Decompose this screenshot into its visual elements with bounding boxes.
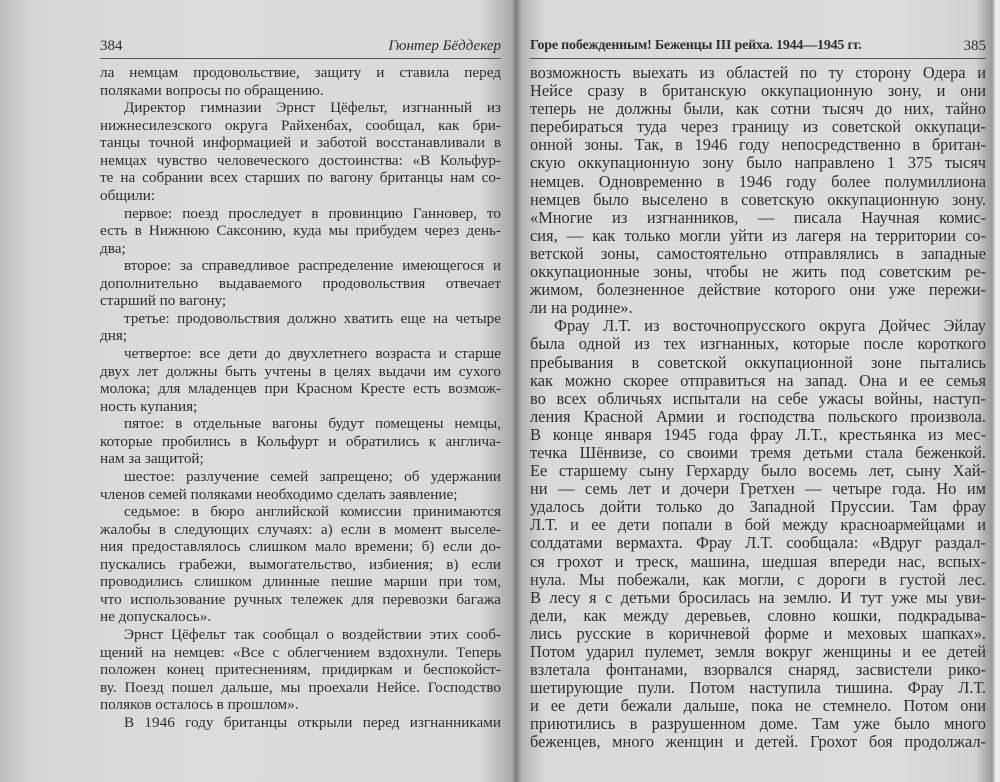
text-line: течка Шёнвизе, со своими тремя детьми стала беженкой. <box>530 442 986 462</box>
text-line: как можно скорее отправиться на запад. Она и ее семья <box>530 370 986 390</box>
text-line: была одной из тех изгнанных, которые после короткого <box>530 334 986 354</box>
text-line: немцев было выселено в советскую оккупационную зону. <box>530 189 986 209</box>
text-line: членов семей поляками необходимо сделать заявление; <box>100 485 458 503</box>
text-line: Фрау Л.Т. из восточнопрусского округа Дойчес Эйлау <box>554 316 986 336</box>
text-line: скую оккупационную зону было направлено 1 375 тысяч <box>530 153 986 173</box>
text-line: щений на немцев: «Все с облегчением вздохнули. Теперь <box>100 643 501 661</box>
text-line: проводились слишком длинные пешие марши при том, <box>100 573 501 591</box>
text-line: немцах чувство человеческого достоинства: «В Кольфур- <box>100 151 501 169</box>
text-line: ветской зоны, самостоятельно отправлялись в западные <box>530 243 986 263</box>
text-line: те на собрании всех старших по вагону британцы нам со- <box>100 169 501 187</box>
text-line: шестое: разлучение семей запрещено; об удержании <box>124 467 501 485</box>
text-line: поляков осталось в прошлом». <box>100 696 299 714</box>
text-line: ни — семь лет и дочери Гретхен — четыре года. Но им <box>530 479 986 499</box>
text-line: дели, как между деревьев, словно кошки, подкрадыва- <box>530 605 986 625</box>
text-line: два; <box>100 239 126 257</box>
text-line: Эрнст Цёфельт так сообщал о воздействии этих сооб- <box>124 626 501 643</box>
left-page-header <box>100 36 501 59</box>
text-line: сия, — как только могли уйти из лагеря на территории со- <box>530 225 986 245</box>
text-line: третье: продовольствия должно хватить еще на четыре <box>124 309 501 327</box>
text-line: теперь не должны были, как сотни тысяч до них, тайно <box>530 99 986 119</box>
text-line: нижнесилезского округа Райхенбах, сообщал, как бри- <box>100 116 501 134</box>
text-line: дополнительно выдаваемого продовольствия отвечает <box>100 274 501 292</box>
page-number: 385 <box>963 38 986 54</box>
text-line: В 1946 году британцы открыли перед изгнанниками <box>124 713 501 731</box>
text-line: онной зоны. Так, в 1946 году непосредственно в британ- <box>530 135 986 155</box>
text-line: лись русские в коричневой форме и меховых шапках». <box>530 623 986 643</box>
left-page-body <box>100 64 501 731</box>
text-line: немцев. Одновременно в 1946 году более полумиллиона <box>530 171 986 191</box>
text-line: нам за защитой; <box>100 450 204 468</box>
text-line: ву. Поезд пошел дальше, мы проехали Нейсе. Господство <box>100 678 501 696</box>
text-line: пребывания в советской оккупационной зоне пытались <box>530 352 986 372</box>
page-number: 384 <box>100 38 123 54</box>
text-line: возможность выехать из областей по ту сторону Одера и <box>530 63 986 82</box>
text-line: перебираться туда через границу из советской оккупаци- <box>530 117 986 137</box>
text-line: общили: <box>100 186 156 204</box>
text-line: что использование ручных тележек для перевозки багажа <box>100 590 501 608</box>
text-line: солдатами вермахта. Фрау Л.Т. сообщала: «Вдруг раздал- <box>530 533 986 553</box>
text-line: не допускалось». <box>100 608 212 626</box>
text-line: Нейсе сразу в британскую оккупационную зону, и они <box>530 81 986 101</box>
text-line: старший по вагону; <box>100 292 227 310</box>
right-page-body <box>530 64 986 752</box>
text-line: и ее дети бежали дальше, пока не стемнело. Потом они <box>530 696 986 716</box>
text-line: первое: поезд проследует в провинцию Ганновер, то <box>124 204 501 222</box>
text-line: Ее старшему сыну Герхарду было восемь лет, сыну Хай- <box>530 461 986 481</box>
text-line: четвертое: все дети до двухлетнего возраста и старше <box>124 345 501 362</box>
running-title: Горе побежденным! Беженцы III рейха. 1944—1945 гг. <box>530 38 862 53</box>
text-line: удалось дойти только до Западной Пруссии. Там фрау <box>530 497 986 517</box>
text-line: ли на родине». <box>530 298 633 318</box>
text-line: пятое: в отдельные вагоны будут помещены немцы, <box>124 415 501 433</box>
text-line: седьмое: в бюро английской комиссии принимаются <box>124 503 501 521</box>
running-title: Гюнтер Бёддекер <box>388 38 501 54</box>
text-line: ла немцам продовольствие, защиту и ставила перед <box>100 64 501 81</box>
text-line: В конце января 1945 года фрау Л.Т., крестьянка из мес- <box>530 424 986 444</box>
text-line: которые пробились в Кольфурт и обратились к англича- <box>100 432 501 450</box>
text-line: «Многие из изгнанников, — писала Научная комис- <box>530 207 986 227</box>
text-line: второе: за справедливое распределение имеющегося и <box>124 257 501 275</box>
text-line: поляками вопросы по обращению. <box>100 81 324 99</box>
text-line: ся грохот и треск, машина, шедшая впереди нас, вспых- <box>530 551 986 571</box>
text-line: есть в Нижнюю Саксонию, куда мы прибудем через день- <box>100 222 501 240</box>
text-line: приютились в разрушенном доме. Там уже было много <box>530 714 986 734</box>
right-page-header <box>530 36 986 59</box>
text-line: Л.Т. и ее дети попали в бой между красноармейцами и <box>530 515 986 535</box>
text-line: оккупационные зоны, чтобы не жить под советским ре- <box>530 262 986 282</box>
text-line: танцы точной информацией и заботой восстанавливали в <box>100 134 501 152</box>
text-line: жалобы в следующих случаях: а) если в момент выселе- <box>100 520 501 538</box>
text-line: дня; <box>100 327 128 345</box>
text-line: ность купания; <box>100 397 198 415</box>
text-line: ния предоставлялось слишком мало времени; б) если до- <box>100 538 501 556</box>
text-line: молока; для младенцев при Красном Кресте есть возмож- <box>100 380 501 398</box>
text-line: беженцев, много женщин и детей. Грохот боя продолжал- <box>530 732 986 752</box>
text-line: положен конец притеснениям, придиркам и беспокойст- <box>100 661 501 679</box>
text-line: Потом ударил пулемет, земля вокруг женщины и ее детей <box>530 642 986 661</box>
text-line: шетирующие пули. Потом наступила тишина. Фрау Л.Т. <box>530 678 986 698</box>
text-line: ления Красной Армии и господства польского произвола. <box>530 406 986 426</box>
text-line: В лесу я с детьми бросилась на землю. И тут уже мы уви- <box>530 587 986 607</box>
text-line: нула. Мы побежали, как могли, с дороги в густой лес. <box>530 569 986 589</box>
text-line: во всех обличьях испытали на себе ужасы войны, наступ- <box>530 388 986 408</box>
text-line: пускались грабежи, вымогательство, избиения; в) если <box>100 555 501 573</box>
text-line: двух лет должны быть учтены в целях выдачи им сухого <box>100 362 501 380</box>
text-line: Директор гимназии Эрнст Цёфельт, изгнанный из <box>124 99 501 117</box>
text-line: жимом, болезненное действие которого они уже пережи- <box>530 280 986 300</box>
text-line: взлетала фонтанами, взорвался снаряд, засвистели рико- <box>530 660 986 680</box>
